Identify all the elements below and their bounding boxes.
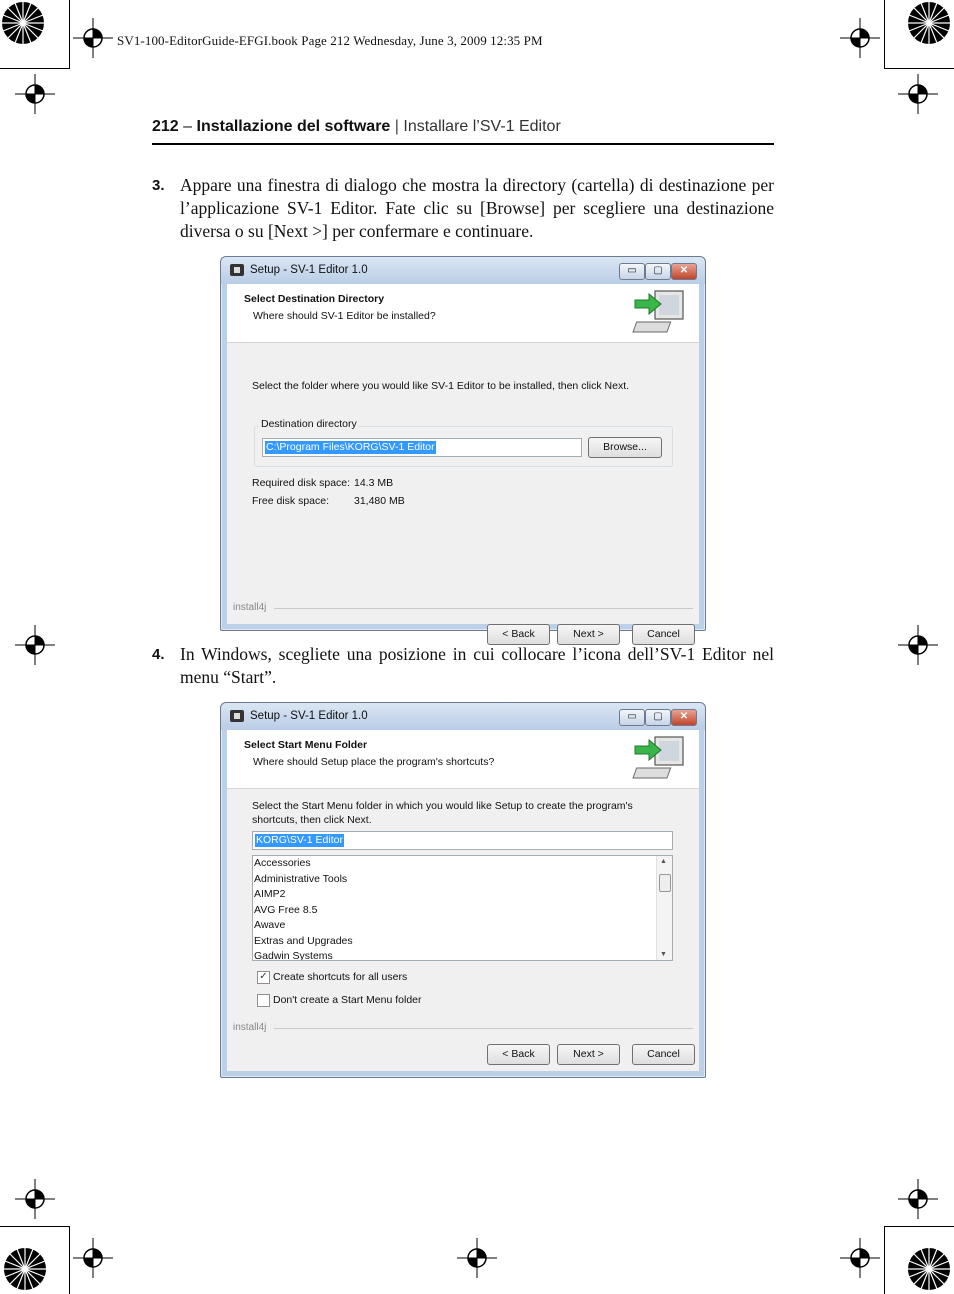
window-app-icon xyxy=(230,264,244,276)
minimize-button[interactable]: ▭ xyxy=(619,709,645,726)
window-title: Setup - SV-1 Editor 1.0 xyxy=(250,710,368,722)
scroll-down-icon[interactable]: ▼ xyxy=(660,951,667,958)
registration-mark-icon xyxy=(840,18,880,58)
dialog-header xyxy=(227,730,699,789)
dialog-body xyxy=(227,284,699,640)
list-item[interactable]: AIMP2 xyxy=(254,888,286,900)
print-slug: SV1-100-EditorGuide-EFGI.book Page 212 Wednesday, June 3, 2009 12:35 PM xyxy=(117,33,543,48)
registration-mark-icon xyxy=(15,74,55,114)
registration-mark-icon xyxy=(15,1179,55,1219)
header-separator: | xyxy=(390,118,404,135)
destination-group-label: Destination directory xyxy=(261,418,357,430)
list-item[interactable]: Gadwin Systems xyxy=(254,950,333,961)
title-bar xyxy=(221,703,705,730)
list-item[interactable]: Administrative Tools xyxy=(254,872,348,885)
registration-starburst-icon xyxy=(0,0,50,50)
free-space-value: 31,480 MB xyxy=(354,495,405,507)
installer-brand: install4j xyxy=(233,1022,267,1033)
title-bar xyxy=(221,257,705,284)
setup-dialog-start-menu xyxy=(220,702,706,1078)
free-space-label: Free disk space: xyxy=(252,495,330,507)
close-button[interactable]: ✕ xyxy=(671,263,697,280)
browse-button[interactable]: Browse... xyxy=(588,437,662,458)
step-text: In Windows, scegliete una posizione in cui collocare l’icona dell’SV-1 Editor nel menu “Start”. xyxy=(180,644,774,687)
no-folder-label: Don't create a Start Menu folder xyxy=(273,994,422,1006)
registration-mark-icon xyxy=(73,1238,113,1278)
running-header xyxy=(152,118,774,136)
close-button[interactable]: ✕ xyxy=(671,709,697,726)
step-4 xyxy=(152,643,774,689)
section-title: Installazione del software xyxy=(196,118,391,135)
back-button[interactable]: < Back xyxy=(487,1044,550,1065)
list-scrollbar[interactable] xyxy=(656,856,672,960)
list-item[interactable]: Extras and Upgrades xyxy=(254,934,353,947)
all-users-label: Create shortcuts for all users xyxy=(273,971,408,983)
registration-starburst-icon xyxy=(0,1244,50,1294)
registration-starburst-icon xyxy=(904,0,954,50)
folder-list[interactable] xyxy=(252,855,673,961)
start-menu-folder-field[interactable] xyxy=(252,831,673,850)
scroll-up-icon[interactable]: ▲ xyxy=(660,858,667,865)
window-app-icon xyxy=(230,710,244,722)
header-rule xyxy=(152,143,774,145)
step-number: 3. xyxy=(152,177,165,194)
list-item[interactable]: Awave xyxy=(254,919,286,931)
registration-mark-icon xyxy=(15,625,55,665)
dialog-subheading: Where should SV-1 Editor be installed? xyxy=(253,310,436,322)
next-button[interactable]: Next > xyxy=(557,624,620,645)
no-folder-checkbox[interactable] xyxy=(257,994,270,1007)
instruction-text: Select the folder where you would like SV-1 Editor to be installed, then click Next. xyxy=(252,380,630,392)
registration-mark-icon xyxy=(898,74,938,114)
instruction-text-line2: shortcuts, then click Next. xyxy=(252,814,372,826)
registration-mark-icon xyxy=(457,1238,497,1278)
required-space-label: Required disk space: xyxy=(252,477,351,489)
maximize-button[interactable]: ▢ xyxy=(645,263,671,280)
setup-dialog-destination xyxy=(220,256,706,640)
dialog-subheading: Where should Setup place the program's shortcuts? xyxy=(253,756,495,768)
window-title: Setup - SV-1 Editor 1.0 xyxy=(250,264,368,276)
all-users-checkbox[interactable]: ✓ xyxy=(257,971,270,984)
step-text: Appare una finestra di dialogo che mostra la directory (cartella) di destinazione per l’applicazione SV-1 Editor. Fate clic su [Browse] per scegliere una destinazione diversa o su [Next >] per confermare e continuare. xyxy=(180,175,774,241)
registration-mark-icon xyxy=(898,1179,938,1219)
folder-value: KORG\SV-1 Editor xyxy=(256,834,343,846)
next-button[interactable]: Next > xyxy=(557,1044,620,1065)
dialog-body xyxy=(227,730,699,1071)
page-number: 212 xyxy=(152,118,179,135)
registration-starburst-icon xyxy=(904,1244,954,1294)
computer-install-icon xyxy=(631,288,689,340)
scroll-thumb[interactable] xyxy=(659,874,671,892)
dialog-heading: Select Start Menu Folder xyxy=(244,739,368,751)
cancel-button[interactable]: Cancel xyxy=(632,624,695,645)
path-value: C:\Program Files\KORG\SV-1 Editor xyxy=(266,441,435,453)
dialog-header xyxy=(227,284,699,343)
maximize-button[interactable]: ▢ xyxy=(645,709,671,726)
header-dash: – xyxy=(178,118,197,135)
minimize-button[interactable]: ▭ xyxy=(619,263,645,280)
cancel-button[interactable]: Cancel xyxy=(632,1044,695,1065)
footer-separator xyxy=(274,1028,693,1029)
list-item[interactable]: Accessories xyxy=(254,857,311,869)
installer-brand: install4j xyxy=(233,602,267,613)
computer-install-icon xyxy=(631,734,689,786)
step-number: 4. xyxy=(152,646,165,663)
step-3 xyxy=(152,174,774,243)
list-item[interactable]: AVG Free 8.5 xyxy=(254,903,318,916)
destination-path-field[interactable] xyxy=(262,438,582,457)
registration-mark-icon xyxy=(898,625,938,665)
dialog-heading: Select Destination Directory xyxy=(244,293,385,305)
back-button[interactable]: < Back xyxy=(487,624,550,645)
registration-mark-icon xyxy=(840,1238,880,1278)
subsection-title: Installare l’SV-1 Editor xyxy=(403,118,561,135)
registration-mark-icon xyxy=(73,18,113,58)
footer-separator xyxy=(274,608,693,609)
required-space-value: 14.3 MB xyxy=(354,477,394,489)
instruction-text-line1: Select the Start Menu folder in which you would like Setup to create the program's xyxy=(252,800,633,812)
